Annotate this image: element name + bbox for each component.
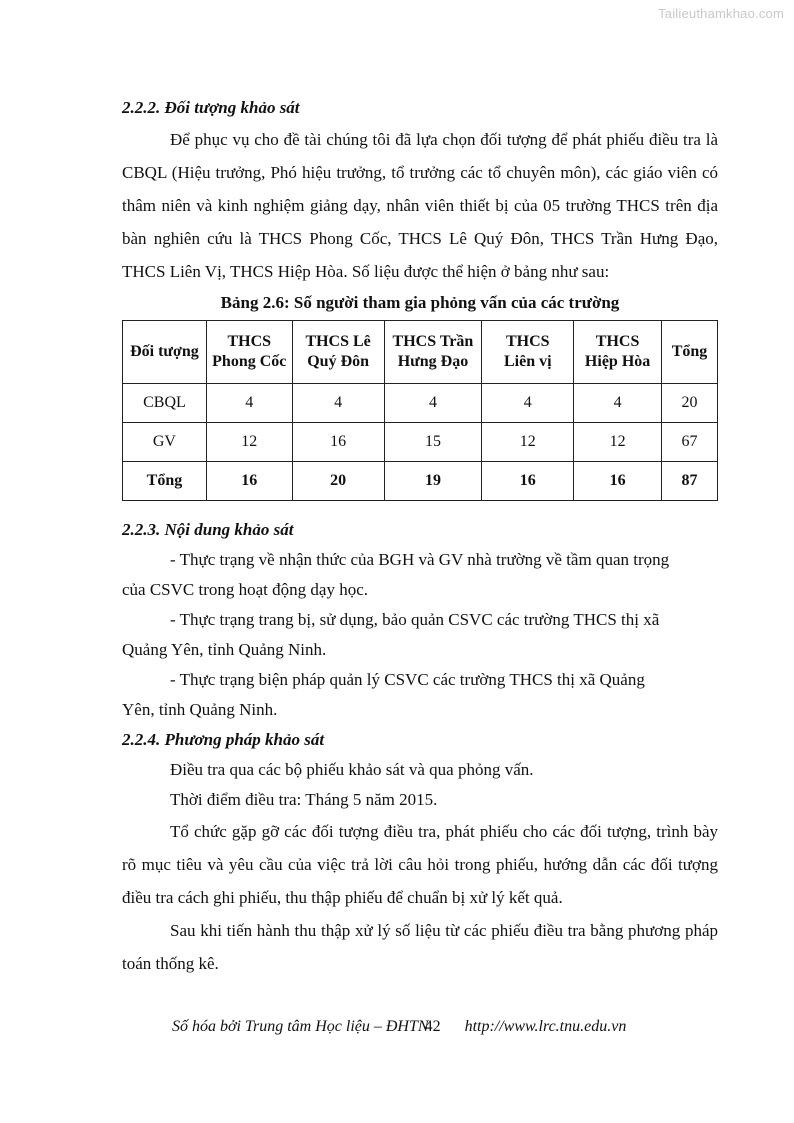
- table-cell: 15: [384, 423, 482, 462]
- section-heading-noi-dung: 2.2.3. Nội dung khảo sát: [122, 520, 294, 539]
- watermark-text: Tailieuthamkhao.com: [658, 6, 784, 21]
- table-cell: 4: [574, 384, 662, 423]
- header-cell: THCS Liên vị: [482, 321, 574, 384]
- section-heading-doi-tuong: 2.2.2. Đối tượng khảo sát: [122, 98, 300, 117]
- footer-url: http://www.lrc.tnu.edu.vn: [464, 1018, 627, 1035]
- header-cell: Đối tượng: [123, 321, 207, 384]
- header-cell: THCS Lê Quý Đôn: [292, 321, 384, 384]
- table-cell: 4: [384, 384, 482, 423]
- table-cell: 12: [482, 423, 574, 462]
- list-item-line: Quảng Yên, tỉnh Quảng Ninh.: [122, 640, 327, 659]
- table-cell: CBQL: [123, 384, 207, 423]
- header-cell: THCS Phong Cốc: [206, 321, 292, 384]
- table-cell: 12: [206, 423, 292, 462]
- table-cell: 87: [662, 462, 718, 501]
- table-cell: 19: [384, 462, 482, 501]
- list-item-line: - Thực trạng biện pháp quản lý CSVC các trường THCS thị xã Quảng: [170, 670, 645, 689]
- table-caption: Bảng 2.6: Số người tham gia phỏng vấn của các trường: [220, 293, 620, 312]
- survey-participants-table: [122, 320, 718, 501]
- table-row: [123, 423, 718, 462]
- table-cell: 20: [292, 462, 384, 501]
- footer-text: Số hóa bởi Trung tâm Học liệu – ĐHTN: [172, 1018, 429, 1035]
- table-cell: 12: [574, 423, 662, 462]
- table-cell: 20: [662, 384, 718, 423]
- paragraph-method-4: Sau khi tiến hành thu thập xử lý số liệu từ các phiếu điều tra bằng phương pháp toán thống kê.: [122, 921, 718, 973]
- table-cell: GV: [123, 423, 207, 462]
- list-item-line: của CSVC trong hoạt động dạy học.: [122, 580, 368, 599]
- table-cell: 4: [292, 384, 384, 423]
- table-cell: 16: [574, 462, 662, 501]
- section-heading-phuong-phap: 2.2.4. Phương pháp khảo sát: [122, 730, 325, 749]
- list-item-line: - Thực trạng trang bị, sử dụng, bảo quản CSVC các trường THCS thị xã: [170, 610, 660, 629]
- page-content: [122, 93, 718, 980]
- header-cell: Tổng: [662, 321, 718, 384]
- table-cell: Tổng: [123, 462, 207, 501]
- page-number: 42: [424, 1018, 441, 1035]
- paragraph-method-1: Điều tra qua các bộ phiếu khảo sát và qua phỏng vấn.: [170, 760, 534, 779]
- table-total-row: [123, 462, 718, 501]
- table-cell: 4: [206, 384, 292, 423]
- header-cell: THCS Hiệp Hòa: [574, 321, 662, 384]
- table-cell: 67: [662, 423, 718, 462]
- table-cell: 16: [482, 462, 574, 501]
- paragraph-method-3: Tổ chức gặp gỡ các đối tượng điều tra, phát phiếu cho các đối tượng, trình bày rõ mục tiêu và yêu cầu của việc trả lời câu hỏi trong phiếu, hướng dẫn các đối tượng điều tra cách ghi phiếu, thu thập phiếu để chuẩn bị xử lý kết quả.: [122, 822, 718, 907]
- table-row: [123, 384, 718, 423]
- table-cell: 16: [292, 423, 384, 462]
- header-cell: THCS Trần Hưng Đạo: [384, 321, 482, 384]
- table-header-row: [123, 321, 718, 384]
- table-cell: 4: [482, 384, 574, 423]
- paragraph-doi-tuong: Để phục vụ cho đề tài chúng tôi đã lựa chọn đối tượng để phát phiếu điều tra là CBQL (Hiệu trưởng, Phó hiệu trưởng, tổ trưởng các tổ chuyên môn), các giáo viên có thâm niên và kinh nghiệm giảng dạy, nhân viên thiết bị của 05 trường THCS trên địa bàn nghiên cứu là THCS Phong Cốc, THCS Lê Quý Đôn, THCS Trần Hưng Đạo, THCS Liên Vị, THCS Hiệp Hòa. Số liệu được thể hiện ở bảng như sau:: [122, 130, 718, 281]
- list-item-line: - Thực trạng về nhận thức của BGH và GV nhà trường về tầm quan trọng: [170, 550, 670, 569]
- table-cell: 16: [206, 462, 292, 501]
- paragraph-method-2: Thời điểm điều tra: Tháng 5 năm 2015.: [170, 790, 438, 809]
- list-item-line: Yên, tỉnh Quảng Ninh.: [122, 700, 278, 719]
- page-footer: [172, 1018, 692, 1036]
